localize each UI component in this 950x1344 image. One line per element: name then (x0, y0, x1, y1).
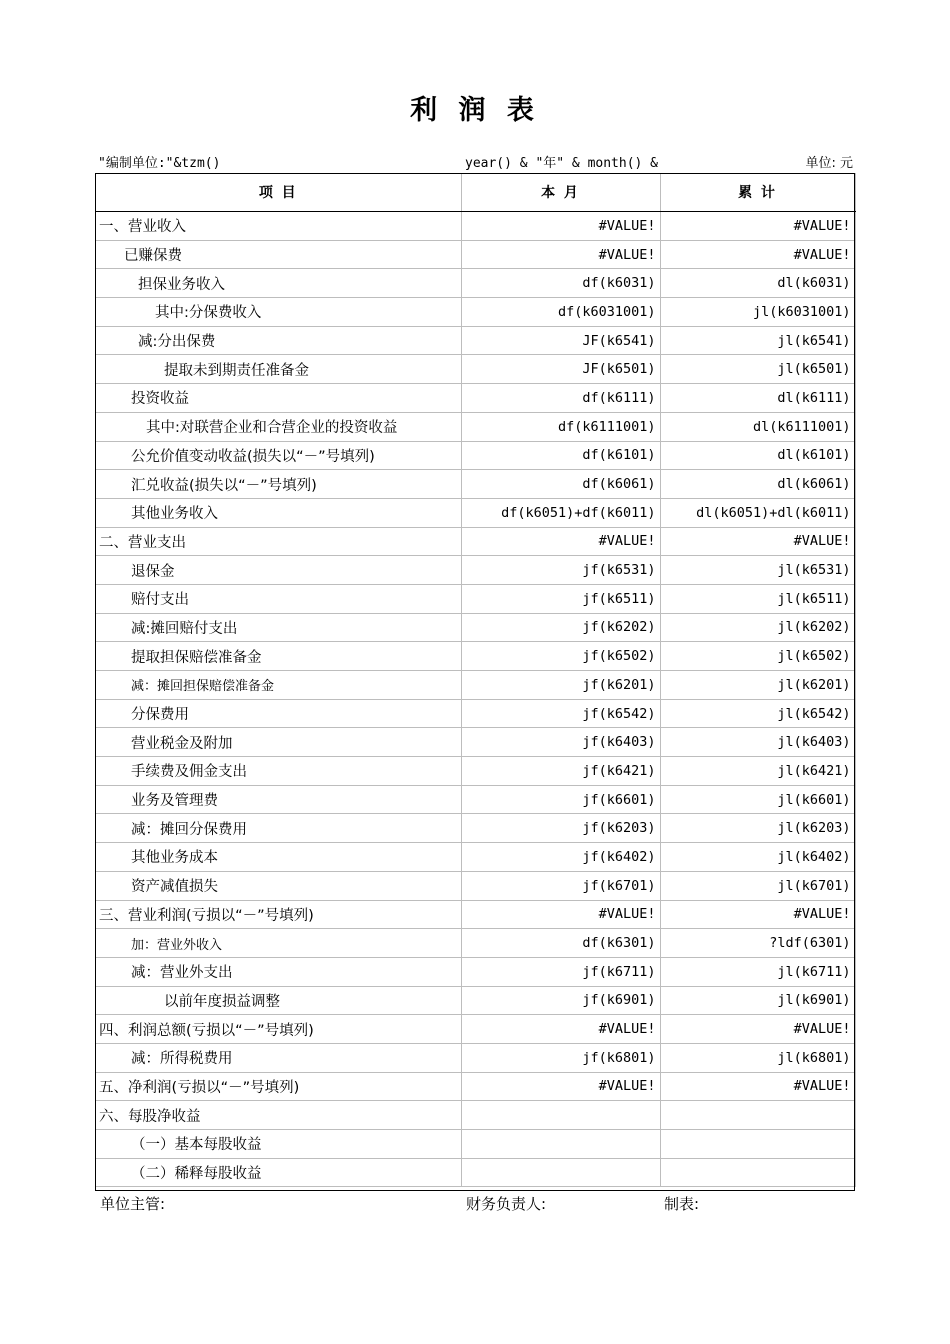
row-cumulative: jl(k6601) (660, 785, 855, 814)
row-current: jf(k6202) (461, 613, 660, 642)
table-row (96, 699, 855, 728)
row-label: 六、每股净收益 (96, 1101, 461, 1130)
row-label: 退保金 (96, 556, 461, 585)
table-row (96, 757, 855, 786)
row-label: 减：营业外支出 (96, 957, 461, 986)
row-cumulative: dl(k6111001) (660, 412, 855, 441)
table-row (96, 1043, 855, 1072)
table-row (96, 556, 855, 585)
row-cumulative: dl(k6051)+dl(k6011) (660, 498, 855, 527)
row-cumulative (660, 1130, 855, 1159)
row-label: 提取担保赔偿准备金 (96, 642, 461, 671)
row-current: jf(k6421) (461, 757, 660, 786)
table-row (96, 269, 855, 298)
row-current: jf(k6403) (461, 728, 660, 757)
row-current: #VALUE! (461, 240, 660, 269)
row-label: 其中:分保费收入 (96, 298, 461, 327)
row-label: 其他业务成本 (96, 843, 461, 872)
table-row (96, 384, 855, 413)
table-row (96, 498, 855, 527)
row-label: 五、净利润(亏损以“－”号填列) (96, 1072, 461, 1101)
column-header-item: 项 目 (96, 173, 461, 212)
row-current: #VALUE! (461, 1072, 660, 1101)
table-row (96, 1072, 855, 1101)
row-label: 一、营业收入 (96, 212, 461, 241)
table-row (96, 298, 855, 327)
row-current: jf(k6502) (461, 642, 660, 671)
row-cumulative (660, 1101, 855, 1130)
row-label: 以前年度损益调整 (96, 986, 461, 1015)
table-row (96, 212, 855, 241)
row-cumulative: dl(k6101) (660, 441, 855, 470)
row-label: （一）基本每股收益 (96, 1130, 461, 1159)
row-cumulative: jl(k6711) (660, 957, 855, 986)
row-label: 投资收益 (96, 384, 461, 413)
row-current: jf(k6203) (461, 814, 660, 843)
row-label: 赔付支出 (96, 584, 461, 613)
row-current: df(k6101) (461, 441, 660, 470)
column-header-current-month: 本 月 (461, 173, 660, 212)
row-cumulative: dl(k6061) (660, 470, 855, 499)
row-cumulative (660, 1158, 855, 1187)
row-label: 二、营业支出 (96, 527, 461, 556)
table-row (96, 1101, 855, 1130)
row-current: jf(k6711) (461, 957, 660, 986)
column-header-cumulative: 累 计 (660, 173, 855, 212)
page-title: 利 润 表 (410, 95, 540, 126)
row-label: 加：营业外收入 (96, 929, 461, 958)
row-current: df(k6031001) (461, 298, 660, 327)
table-row (96, 613, 855, 642)
row-label: 提取未到期责任准备金 (96, 355, 461, 384)
row-cumulative: dl(k6031) (660, 269, 855, 298)
row-cumulative: jl(k6421) (660, 757, 855, 786)
income-statement-table (96, 173, 856, 1187)
row-label: 已赚保费 (96, 240, 461, 269)
row-current: JF(k6501) (461, 355, 660, 384)
row-cumulative: jl(k6202) (660, 613, 855, 642)
table-row (96, 584, 855, 613)
table-header-row (96, 173, 855, 212)
row-current: #VALUE! (461, 212, 660, 241)
row-label: 减:摊回赔付支出 (96, 613, 461, 642)
table-row (96, 355, 855, 384)
row-label: 分保费用 (96, 699, 461, 728)
row-label: 营业税金及附加 (96, 728, 461, 757)
row-cumulative: jl(k6901) (660, 986, 855, 1015)
table-row (96, 1130, 855, 1159)
table-row (96, 785, 855, 814)
row-cumulative: jl(k6511) (660, 584, 855, 613)
row-label: （二）稀释每股收益 (96, 1158, 461, 1187)
row-current (461, 1158, 660, 1187)
row-cumulative: jl(k6203) (660, 814, 855, 843)
row-cumulative: #VALUE! (660, 212, 855, 241)
row-label: 汇兑收益(损失以“－”号填列) (96, 470, 461, 499)
row-label: 减:分出保费 (96, 326, 461, 355)
table-row (96, 326, 855, 355)
row-cumulative: jl(k6403) (660, 728, 855, 757)
table-row (96, 470, 855, 499)
row-label: 担保业务收入 (96, 269, 461, 298)
table-row (96, 986, 855, 1015)
table-row (96, 929, 855, 958)
table-row (96, 412, 855, 441)
row-cumulative: #VALUE! (660, 527, 855, 556)
row-label: 其他业务收入 (96, 498, 461, 527)
row-current: df(k6301) (461, 929, 660, 958)
row-cumulative: jl(k6502) (660, 642, 855, 671)
row-label: 三、营业利润(亏损以“－”号填列) (96, 900, 461, 929)
row-current: #VALUE! (461, 1015, 660, 1044)
row-label: 业务及管理费 (96, 785, 461, 814)
table-row (96, 240, 855, 269)
row-current (461, 1130, 660, 1159)
row-current: df(k6031) (461, 269, 660, 298)
row-cumulative: #VALUE! (660, 240, 855, 269)
row-cumulative: jl(k6801) (660, 1043, 855, 1072)
table-row (96, 900, 855, 929)
row-label: 减：摊回分保费用 (96, 814, 461, 843)
table-row (96, 1015, 855, 1044)
row-current: jf(k6701) (461, 871, 660, 900)
row-cumulative: jl(k6541) (660, 326, 855, 355)
finance-signature: 财务负责人: (466, 1195, 547, 1213)
row-current: #VALUE! (461, 900, 660, 929)
table-row (96, 642, 855, 671)
row-label: 四、利润总额(亏损以“－”号填列) (96, 1015, 461, 1044)
row-label: 公允价值变动收益(损失以“－”号填列) (96, 441, 461, 470)
row-cumulative: jl(k6201) (660, 671, 855, 700)
row-current: df(k6111001) (461, 412, 660, 441)
row-current: jf(k6531) (461, 556, 660, 585)
row-current: jf(k6511) (461, 584, 660, 613)
row-current: df(k6061) (461, 470, 660, 499)
row-current: jf(k6901) (461, 986, 660, 1015)
row-current: #VALUE! (461, 527, 660, 556)
currency-unit: 单位: 元 (805, 156, 853, 171)
row-cumulative: dl(k6111) (660, 384, 855, 413)
preparer-signature: 制表: (664, 1195, 700, 1213)
row-current: jf(k6801) (461, 1043, 660, 1072)
row-current: df(k6051)+df(k6011) (461, 498, 660, 527)
row-label: 减：所得税费用 (96, 1043, 461, 1072)
row-cumulative: jl(k6701) (660, 871, 855, 900)
table-row (96, 957, 855, 986)
report-period: year() & "年" & month() & (465, 156, 659, 170)
table-row (96, 871, 855, 900)
row-cumulative: #VALUE! (660, 1072, 855, 1101)
table-row (96, 728, 855, 757)
table-row (96, 671, 855, 700)
row-cumulative: ?ldf(6301) (660, 929, 855, 958)
row-cumulative: jl(k6542) (660, 699, 855, 728)
row-cumulative: jl(k6501) (660, 355, 855, 384)
row-current: jf(k6601) (461, 785, 660, 814)
row-current: jf(k6201) (461, 671, 660, 700)
reporting-unit: "编制单位:"&tzm() (98, 156, 221, 171)
row-label: 资产减值损失 (96, 871, 461, 900)
row-current: JF(k6541) (461, 326, 660, 355)
row-label: 手续费及佣金支出 (96, 757, 461, 786)
row-cumulative: #VALUE! (660, 900, 855, 929)
row-cumulative: jl(k6402) (660, 843, 855, 872)
row-cumulative: #VALUE! (660, 1015, 855, 1044)
table-row (96, 814, 855, 843)
row-current: jf(k6542) (461, 699, 660, 728)
table-row (96, 843, 855, 872)
row-current: jf(k6402) (461, 843, 660, 872)
supervisor-signature: 单位主管: (100, 1195, 166, 1213)
table-row (96, 527, 855, 556)
row-cumulative: jl(k6531) (660, 556, 855, 585)
row-label: 其中:对联营企业和合营企业的投资收益 (96, 412, 461, 441)
row-cumulative: jl(k6031001) (660, 298, 855, 327)
table-row (96, 1158, 855, 1187)
row-label: 减：摊回担保赔偿准备金 (96, 671, 461, 700)
row-current: df(k6111) (461, 384, 660, 413)
row-current (461, 1101, 660, 1130)
table-row (96, 441, 855, 470)
